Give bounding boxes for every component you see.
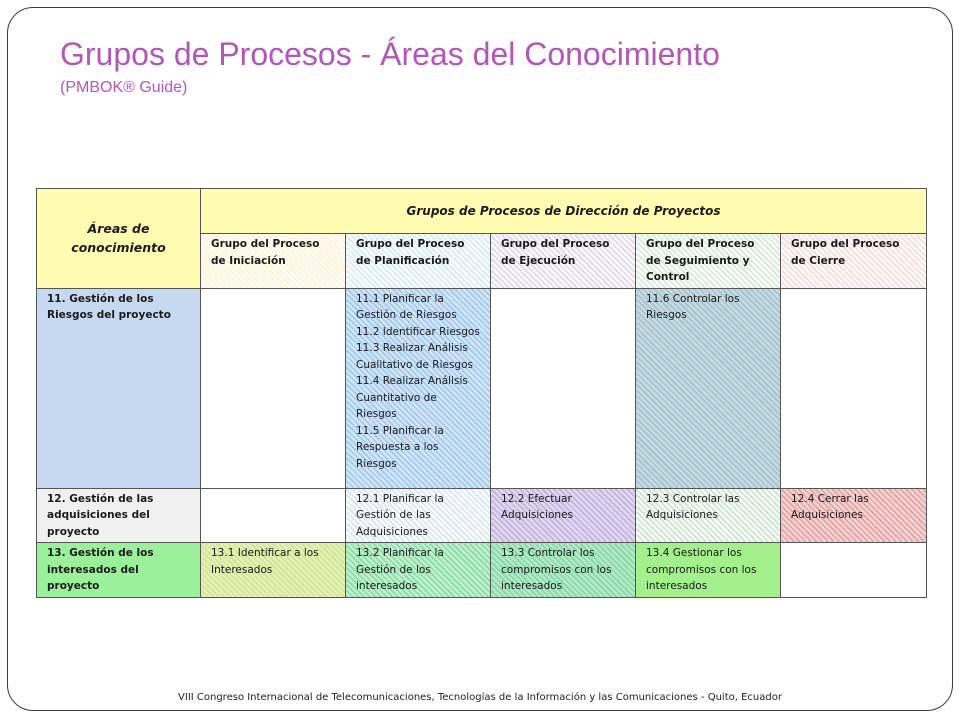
knowledge-areas-header: Áreas de conocimiento <box>37 189 201 289</box>
cell-interesados-planificacion: 13.2 Planificar la Gestión de los interesados <box>346 543 491 598</box>
table-row-riesgos <box>37 288 927 488</box>
area-cell-riesgos: 11. Gestión de los Riesgos del proyecto <box>37 288 201 488</box>
cell-riesgos-cierre <box>781 288 927 488</box>
cell-riesgos-seguimiento: 11.6 Controlar los Riesgos <box>636 288 781 488</box>
cell-adquisiciones-planificacion: 12.1 Planificar la Gestión de las Adquisiciones <box>346 488 491 543</box>
cell-adquisiciones-seguimiento: 12.3 Controlar las Adquisiciones <box>636 488 781 543</box>
cell-interesados-iniciacion: 13.1 Identificar a los Interesados <box>201 543 346 598</box>
column-header-ejecucion: Grupo del Proceso de Ejecución <box>491 234 636 289</box>
process-item: 11.4 Realizar Análisis Cuantitativo de Riesgos <box>356 375 468 420</box>
cell-interesados-seguimiento: 13.4 Gestionar los compromisos con los interesados <box>636 543 781 598</box>
cell-riesgos-iniciacion <box>201 288 346 488</box>
process-item: 11.3 Realizar Análisis Cualitativo de Riesgos <box>356 342 473 371</box>
area-cell-adquisiciones: 12. Gestión de las adquisiciones del proyecto <box>37 488 201 543</box>
cell-adquisiciones-cierre: 12.4 Cerrar las Adquisiciones <box>781 488 927 543</box>
process-item: 11.2 Identificar Riesgos <box>356 325 480 338</box>
area-cell-interesados: 13. Gestión de los interesados del proyecto <box>37 543 201 598</box>
cell-riesgos-ejecucion <box>491 288 636 488</box>
cell-adquisiciones-ejecucion: 12.2 Efectuar Adquisiciones <box>491 488 636 543</box>
cell-adquisiciones-iniciacion <box>201 488 346 543</box>
process-item: 11.5 Planificar la Respuesta a los Riesgos <box>356 424 444 470</box>
column-header-iniciacion: Grupo del Proceso de Iniciación <box>201 234 346 289</box>
process-groups-table <box>36 188 927 598</box>
slide-footer: VIII Congreso Internacional de Telecomunicaciones, Tecnologías de la Información y las Comunicaciones - Quito, Ecuador <box>178 692 782 703</box>
column-header-cierre: Grupo del Proceso de Cierre <box>781 234 927 289</box>
table-row-interesados <box>37 543 927 598</box>
cell-interesados-cierre <box>781 543 927 598</box>
process-item: 11.1 Planificar la Gestión de Riesgos <box>356 292 457 321</box>
table-row-adquisiciones <box>37 488 927 543</box>
slide-title: Grupos de Procesos - Áreas del Conocimiento <box>60 36 720 72</box>
column-header-seguimiento: Grupo del Proceso de Seguimiento y Control <box>636 234 781 289</box>
slide-subtitle: (PMBOK® Guide) <box>60 79 188 96</box>
process-groups-banner: Grupos de Procesos de Dirección de Proyectos <box>201 189 927 234</box>
cell-riesgos-planificacion <box>346 288 491 488</box>
column-header-planificacion: Grupo del Proceso de Planificación <box>346 234 491 289</box>
cell-interesados-ejecucion: 13.3 Controlar los compromisos con los interesados <box>491 543 636 598</box>
